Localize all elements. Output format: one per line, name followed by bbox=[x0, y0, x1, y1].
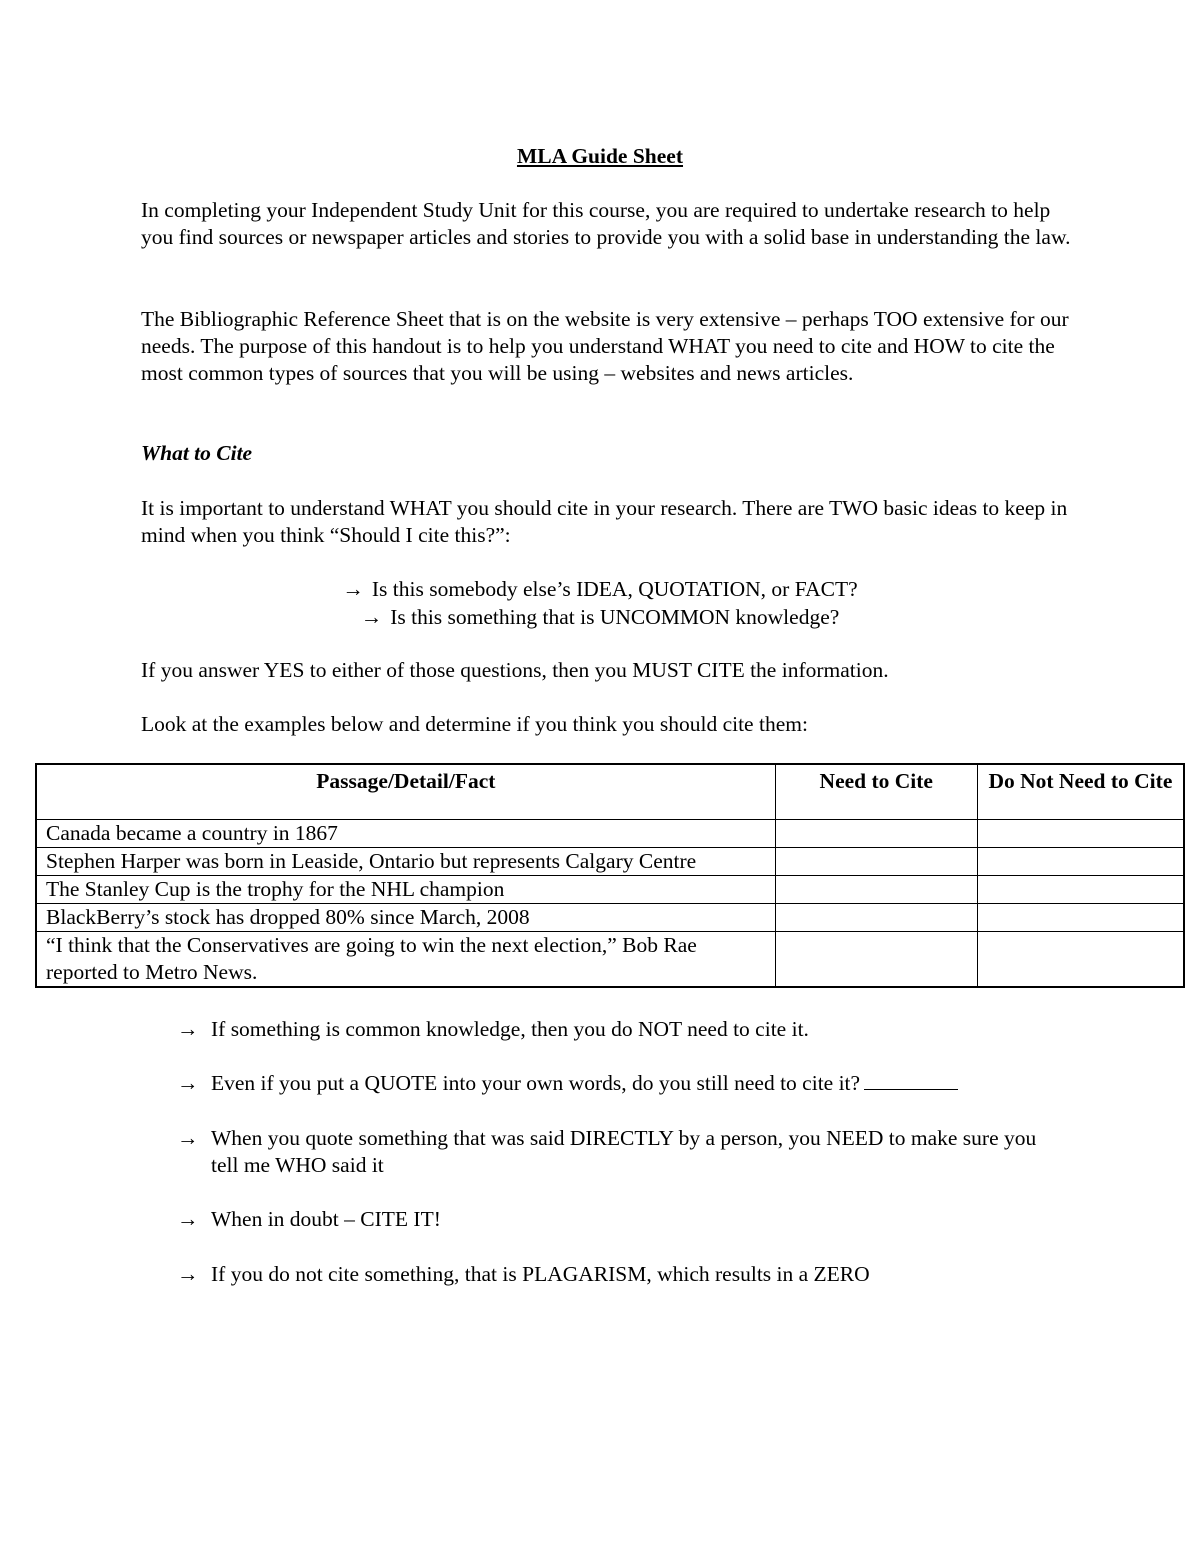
question-1-text: Is this somebody else’s IDEA, QUOTATION, or FACT? bbox=[371, 577, 858, 601]
intro-paragraph-2: The Bibliographic Reference Sheet that is on the website is very extensive – perhaps TOO extensive for our needs. The purpose of this handout is to help you understand WHAT you need to cite and HOW to cite the most common types of sources that you will be using – websites and news articles. bbox=[141, 307, 1069, 385]
do-not-need-to-cite-cell[interactable] bbox=[977, 932, 1184, 988]
rule-paragraph: If you answer YES to either of those questions, then you MUST CITE the information. bbox=[141, 658, 889, 682]
need-to-cite-cell[interactable] bbox=[775, 932, 977, 988]
table-row bbox=[36, 820, 1184, 848]
table-row bbox=[36, 904, 1184, 932]
header-passage: Passage/Detail/Fact bbox=[36, 764, 775, 820]
intro-paragraph-1: In completing your Independent Study Unit for this course, you are required to undertake research to help you find sources or newspaper articles and stories to provide you with a solid base in understanding the law. bbox=[141, 198, 1071, 249]
header-need-to-cite: Need to Cite bbox=[775, 764, 977, 820]
right-arrow-icon: → bbox=[177, 1071, 199, 1095]
question-2 bbox=[0, 604, 1200, 631]
right-arrow-icon: → bbox=[177, 1126, 199, 1150]
right-arrow-icon: → bbox=[177, 1207, 199, 1231]
need-to-cite-cell[interactable] bbox=[775, 820, 977, 848]
bullet-when-in-doubt bbox=[177, 1206, 1077, 1233]
section-intro-paragraph: It is important to understand WHAT you should cite in your research. There are TWO basic ideas to keep in mind when you think “Should I cite this?”: bbox=[141, 496, 1068, 547]
need-to-cite-cell[interactable] bbox=[775, 904, 977, 932]
table-row bbox=[36, 848, 1184, 876]
bullet-text: When in doubt – CITE IT! bbox=[211, 1207, 441, 1231]
do-not-need-to-cite-cell[interactable] bbox=[977, 904, 1184, 932]
answer-blank-line[interactable] bbox=[864, 1071, 958, 1090]
right-arrow-icon: → bbox=[342, 577, 364, 601]
bullet-common-knowledge bbox=[177, 1016, 1077, 1043]
do-not-need-to-cite-cell[interactable] bbox=[977, 820, 1184, 848]
right-arrow-icon: → bbox=[177, 1262, 199, 1286]
right-arrow-icon: → bbox=[177, 1017, 199, 1041]
row-passage-cell: Stephen Harper was born in Leaside, Ontario but represents Calgary Centre bbox=[36, 848, 775, 876]
citation-examples-table bbox=[35, 763, 1185, 988]
bullet-text: If you do not cite something, that is PLAGARISM, which results in a ZERO bbox=[211, 1262, 870, 1286]
row-passage-cell: “I think that the Conservatives are going to win the next election,” Bob Rae reported to Metro News. bbox=[36, 932, 775, 988]
header-do-not-need-to-cite: Do Not Need to Cite bbox=[977, 764, 1184, 820]
table-row bbox=[36, 932, 1184, 988]
need-to-cite-cell[interactable] bbox=[775, 876, 977, 904]
do-not-need-to-cite-cell[interactable] bbox=[977, 848, 1184, 876]
table-header-row bbox=[36, 764, 1184, 820]
row-passage-cell: BlackBerry’s stock has dropped 80% since March, 2008 bbox=[36, 904, 775, 932]
page-title: MLA Guide Sheet bbox=[516, 144, 684, 168]
section-heading-what-to-cite: What to Cite bbox=[141, 441, 253, 465]
need-to-cite-cell[interactable] bbox=[775, 848, 977, 876]
do-not-need-to-cite-cell[interactable] bbox=[977, 876, 1184, 904]
right-arrow-icon: → bbox=[360, 605, 383, 629]
bullet-quote-own-words bbox=[177, 1070, 1077, 1097]
table-row bbox=[36, 876, 1184, 904]
bullet-text: Even if you put a QUOTE into your own words, do you still need to cite it? bbox=[211, 1071, 861, 1095]
table-intro-paragraph: Look at the examples below and determine if you think you should cite them: bbox=[141, 712, 808, 736]
question-2-text: Is this something that is UNCOMMON knowledge? bbox=[390, 605, 840, 629]
bullet-text: When you quote something that was said DIRECTLY by a person, you NEED to make sure you tell me WHO said it bbox=[211, 1126, 1037, 1177]
bullet-text: If something is common knowledge, then you do NOT need to cite it. bbox=[211, 1017, 809, 1041]
row-passage-cell: Canada became a country in 1867 bbox=[36, 820, 775, 848]
row-passage-cell: The Stanley Cup is the trophy for the NHL champion bbox=[36, 876, 775, 904]
bullet-plagiarism bbox=[177, 1261, 1077, 1288]
bullet-direct-quote bbox=[177, 1125, 1077, 1179]
question-1 bbox=[0, 576, 1200, 603]
